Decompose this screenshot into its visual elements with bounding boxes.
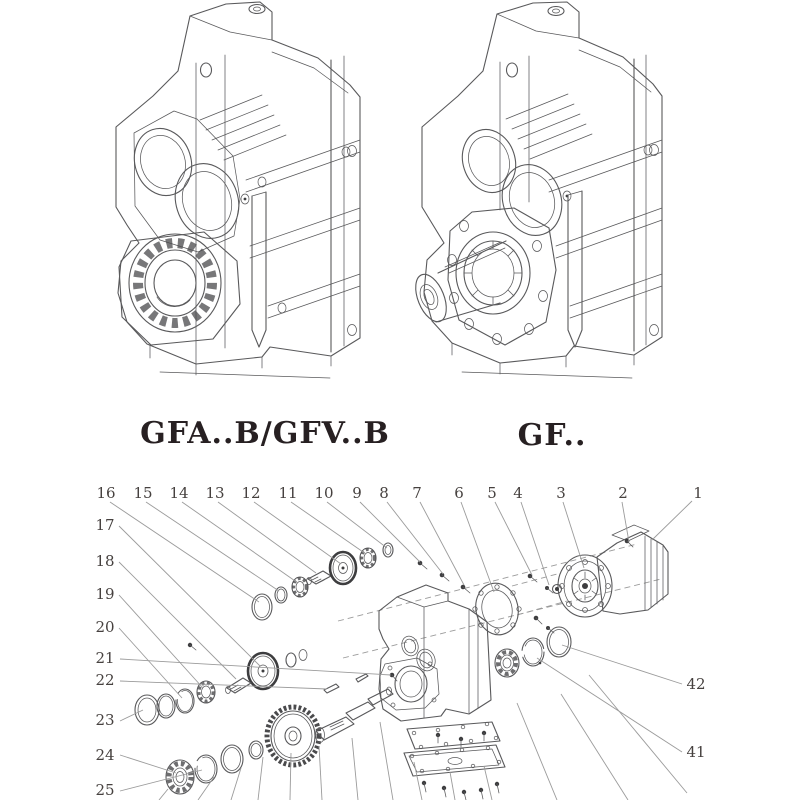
top-oil-plug-icon: [548, 7, 564, 16]
leader-line-2: [622, 502, 629, 542]
gearbox-housing: [379, 585, 491, 721]
leader-line-offpage-6: [352, 738, 358, 800]
leader-line-11: [291, 502, 366, 554]
base-feet: [452, 343, 634, 378]
output-bearing-hub: [456, 232, 530, 314]
callout-number-11: 11: [278, 484, 298, 502]
top-oil-plug-icon: [249, 5, 265, 14]
callout-number-14: 14: [169, 484, 189, 502]
leader-lines: [110, 501, 692, 800]
ball-bearing-24: [166, 760, 194, 794]
input-shaft-bearing: [495, 649, 519, 677]
leader-line-offpage-9: [450, 772, 455, 800]
callout-number-23: 23: [95, 711, 115, 729]
bottom-gasket: [407, 722, 500, 749]
input-bore: [126, 121, 200, 203]
exploded-view-diagram: [95, 484, 705, 800]
oil-seal: [221, 745, 243, 773]
leader-line-offpage-5: [319, 746, 322, 800]
leader-line-42: [562, 645, 682, 684]
leader-line-10: [327, 502, 387, 548]
figure-gfab-gfvb-drawing: [116, 2, 360, 378]
gear-12: [330, 552, 356, 584]
cover-screws: [422, 731, 499, 800]
tie-rod-pointed-bar: [252, 192, 266, 347]
output-gear-train: [166, 674, 393, 794]
leader-line-offpage-7: [380, 722, 393, 800]
oil-seal-23: [135, 695, 159, 725]
leader-line-1: [652, 501, 692, 540]
side-rails: [331, 56, 357, 352]
assembly-axis-1: [343, 579, 661, 658]
tie-rod-pointed-bar: [568, 191, 582, 347]
seal-ring-42: [547, 627, 571, 657]
bottom-cover-plate: [404, 745, 505, 776]
callout-number-17: 17: [95, 516, 115, 534]
leader-line-15: [146, 502, 279, 591]
input-gear-train: [252, 543, 393, 620]
washer-ring: [157, 694, 175, 718]
callout-number-1: 1: [693, 484, 703, 502]
callout-number-21: 21: [95, 649, 115, 667]
leader-line-23: [120, 710, 143, 721]
upper-bores: [454, 123, 570, 244]
callout-number-16: 16: [96, 484, 116, 502]
leader-line-25: [120, 770, 202, 791]
leader-line-offpage-3: [258, 757, 263, 800]
callout-number-8: 8: [379, 484, 389, 502]
leader-line-5: [495, 502, 532, 575]
leader-line-offpage-8: [414, 762, 422, 800]
cooling-ribs: [200, 95, 286, 160]
callout-number-2: 2: [618, 484, 628, 502]
callout-number-18: 18: [95, 552, 115, 570]
assembly-axis-dashed-lines: [338, 544, 661, 658]
callout-number-10: 10: [314, 484, 334, 502]
circlip-25: [195, 755, 217, 783]
parallel-key-22: [324, 684, 339, 693]
oil-seal-16: [252, 594, 272, 620]
callout-number-19: 19: [95, 585, 115, 603]
callout-number-25: 25: [95, 781, 115, 799]
leader-line-18: [119, 562, 236, 679]
spacer-ring: [249, 741, 263, 759]
circlip-20: [176, 689, 194, 713]
model-label-gf: GF..: [517, 418, 587, 453]
callout-number-20: 20: [95, 618, 115, 636]
lifting-hole: [507, 63, 518, 77]
intermediate-bore: [166, 155, 248, 246]
assembly-axis-2: [512, 573, 561, 586]
leader-line-offpage-4: [290, 753, 291, 800]
solid-output-shaft: [410, 241, 506, 326]
callout-number-7: 7: [412, 484, 422, 502]
leader-line-offpage-10: [484, 766, 492, 800]
model-label-gfab-gfvb: GFA..B/GFV..B: [140, 416, 390, 451]
callout-number-22: 22: [95, 671, 115, 689]
output-shaft: [316, 687, 394, 743]
circlip-41: [522, 638, 544, 666]
callout-number-24: 24: [95, 746, 115, 764]
output-hollow-bearing: [129, 234, 221, 332]
vent-bolt: [241, 194, 249, 204]
callout-number-5: 5: [487, 484, 497, 502]
figure-gf-drawing: [410, 2, 662, 378]
base-feet: [150, 345, 331, 378]
leader-line-16: [110, 502, 259, 602]
callout-number-3: 3: [556, 484, 566, 502]
leader-line-20: [119, 628, 182, 698]
leader-line-41: [537, 658, 682, 752]
leader-line-22: [120, 681, 327, 689]
cooling-ribs: [506, 94, 592, 159]
callout-number-12: 12: [241, 484, 261, 502]
callout-number-4: 4: [513, 484, 523, 502]
callout-numbers: [95, 484, 705, 799]
assembly-axis-3: [517, 601, 567, 615]
callout-number-41: 41: [686, 743, 706, 761]
leader-line-24: [120, 755, 176, 773]
flange-bands: [549, 140, 662, 318]
leader-line-offpage-11: [517, 703, 557, 800]
leader-line-6: [461, 502, 494, 592]
callout-number-42: 42: [686, 675, 706, 693]
lifting-hole: [201, 63, 212, 77]
callout-number-15: 15: [133, 484, 153, 502]
leader-line-offpage-13: [589, 675, 687, 793]
leader-line-offpage-0: [159, 789, 168, 800]
adapter-flange: [471, 579, 523, 639]
output-gear: [267, 707, 319, 765]
leader-line-14: [182, 502, 298, 583]
callout-number-13: 13: [205, 484, 225, 502]
callout-number-9: 9: [352, 484, 362, 502]
side-rails: [634, 55, 659, 351]
vent-bolt: [563, 191, 571, 201]
flange-bands: [246, 140, 360, 318]
callout-number-6: 6: [454, 484, 464, 502]
set-screw: [188, 643, 196, 650]
washer-10: [383, 543, 393, 557]
pinion-shaft-13: [307, 571, 332, 585]
leader-line-12: [254, 502, 341, 564]
parallel-key: [356, 674, 368, 682]
hex-nut: [553, 585, 562, 594]
